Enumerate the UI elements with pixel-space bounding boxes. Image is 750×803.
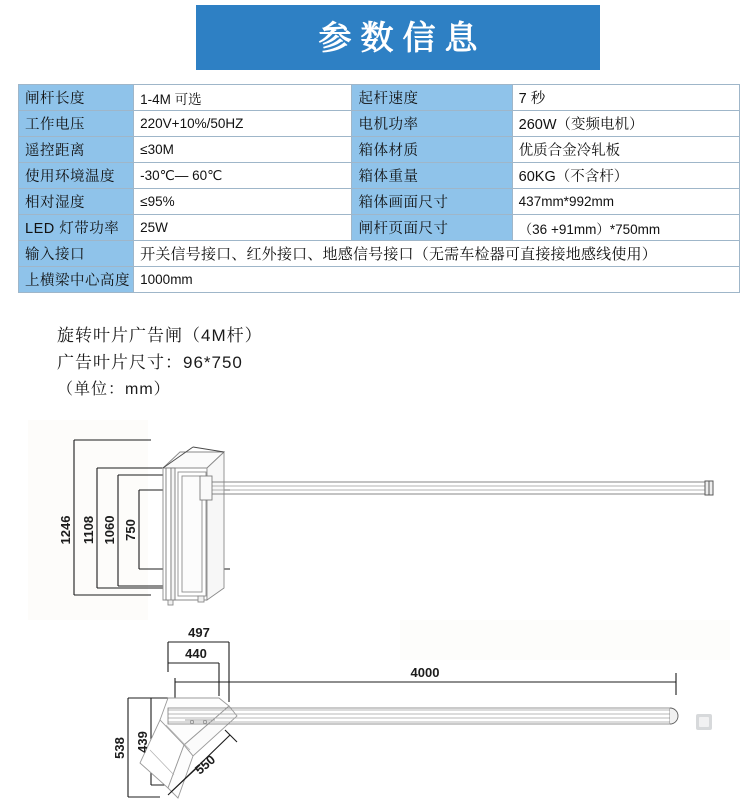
dim-label-440: 440 [185, 646, 207, 661]
spec-value: （36 +91mm）*750mm [512, 215, 739, 241]
spec-label: 箱体重量 [352, 163, 512, 189]
spec-value: 1000mm [134, 267, 740, 293]
spec-value: 25W [134, 215, 352, 241]
table-row [19, 137, 740, 163]
caption-line-blade-size: 广告叶片尺寸：96*750 [57, 353, 243, 372]
dim-label-1060: 1060 [102, 515, 117, 545]
spec-label: 起杆速度 [352, 85, 512, 111]
table-row [19, 267, 740, 293]
table-row [19, 85, 740, 111]
drawing-caption [57, 322, 477, 403]
dim-label-538: 538 [112, 737, 127, 759]
spec-label: 工作电压 [19, 111, 134, 137]
dim-label-750: 750 [123, 519, 138, 541]
spec-label: 上横梁中心高度 [19, 267, 134, 293]
specification-table [18, 84, 740, 293]
corner-watermark [694, 712, 716, 734]
spec-value: 1-4M 可选 [134, 85, 352, 111]
dim-label-497: 497 [188, 625, 210, 640]
page-header [0, 0, 750, 74]
spec-value: 60KG（不含杆） [512, 163, 739, 189]
table-row [19, 189, 740, 215]
spec-label: LED 灯带功率 [19, 215, 134, 241]
spec-label: 遥控距离 [19, 137, 134, 163]
spec-value: -30℃— 60℃ [134, 163, 352, 189]
spec-label: 箱体材质 [352, 137, 512, 163]
spec-label: 使用环境温度 [19, 163, 134, 189]
spec-value: 优质合金冷轧板 [512, 137, 739, 163]
technical-drawing-area [0, 420, 750, 803]
table-row [19, 215, 740, 241]
table-row [19, 241, 740, 267]
banner-parameter-info [196, 5, 600, 70]
spec-value: 开关信号接口、红外接口、地感信号接口（无需车检器可直接接地感线使用） [134, 241, 740, 267]
spec-label: 相对湿度 [19, 189, 134, 215]
dim-label-4000: 4000 [410, 665, 440, 680]
spec-label: 闸杆长度 [19, 85, 134, 111]
spec-value: 220V+10%/50HZ [134, 111, 352, 137]
spec-label: 输入接口 [19, 241, 134, 267]
dim-label-1108: 1108 [81, 515, 96, 545]
caption-line-unit: （单位：mm） [57, 381, 171, 398]
dim-label-550: 550 [191, 751, 219, 778]
spec-value: ≤95% [134, 189, 352, 215]
caption-line-product: 旋转叶片广告闸（4M杆） [57, 326, 263, 345]
spec-value: 260W（变频电机） [512, 111, 739, 137]
spec-label: 闸杆页面尺寸 [352, 215, 512, 241]
spec-value: 437mm*992mm [512, 189, 739, 215]
dim-label-1246: 1246 [58, 515, 73, 545]
table-row [19, 163, 740, 189]
table-row [19, 111, 740, 137]
spec-value: ≤30M [134, 137, 352, 163]
technical-drawing-svg [0, 420, 750, 803]
banner-title: 参数信息 [318, 19, 487, 56]
spec-label: 箱体画面尺寸 [352, 189, 512, 215]
spec-value: 7 秒 [512, 85, 739, 111]
dim-label-439: 439 [135, 731, 150, 753]
spec-label: 电机功率 [352, 111, 512, 137]
